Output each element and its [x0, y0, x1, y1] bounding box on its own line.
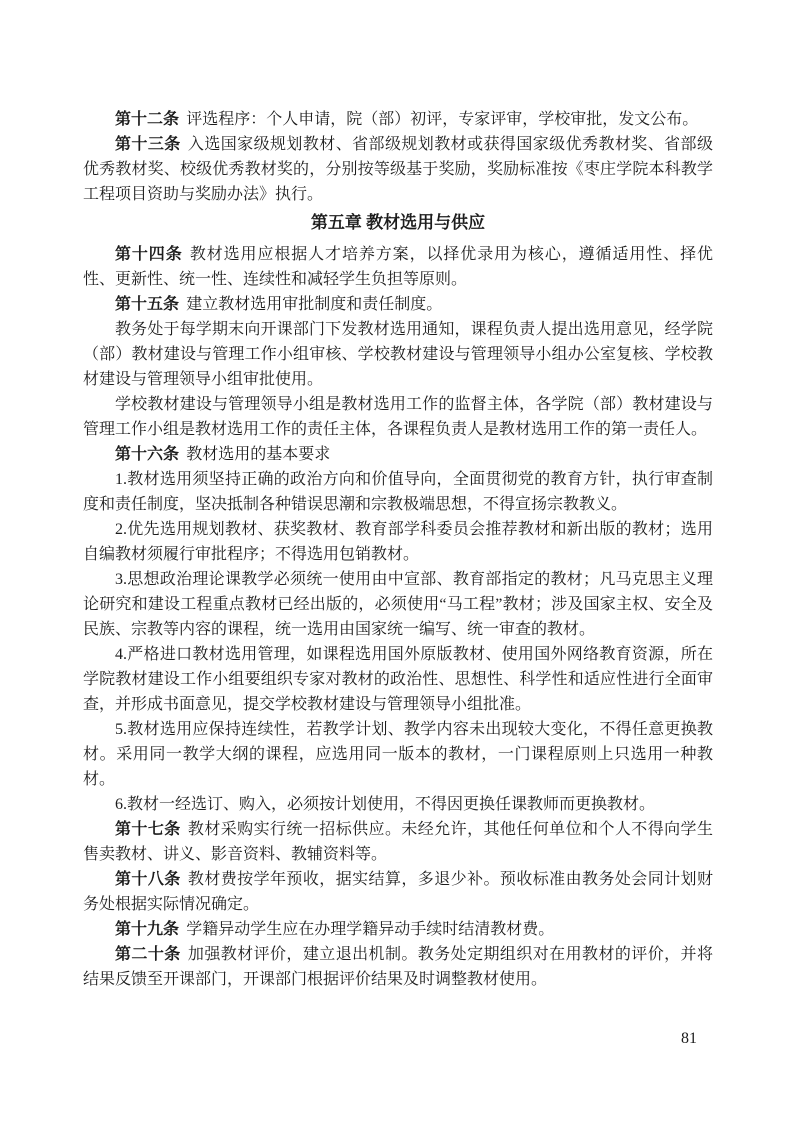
- article-paragraph: [83, 817, 713, 867]
- numbered-item: 3.思想政治理论课教学必须统一使用由中宣部、教育部指定的教材；凡马克思主义理论研究和建设工程重点教材已经出版的，必须使用“马工程”教材；涉及国家主权、安全及民族、宗教等内容的课程，统一选用由国家统一编写、统一审查的教材。: [83, 571, 713, 638]
- chapter-heading: 第五章 教材选用与供应: [310, 213, 486, 232]
- article-text: 评选程序：个人申请，院（部）初评，专家评审，学校审批，发文公布。: [186, 111, 699, 128]
- article-text: 教材采购实行统一招标供应。未经允许，其他任何单位和个人不得向学生售卖教材、讲义、影音资料、教辅资料等。: [83, 821, 713, 863]
- article-paragraph: [83, 132, 713, 207]
- numbered-item: 6.教材一经选订、购入，必须按计划使用，不得因更换任课教师而更换教材。: [115, 796, 656, 813]
- body-paragraph: 教务处于每学期末向开课部门下发教材选用通知，课程负责人提出选用意见，经学院（部）教材建设与管理工作小组审核、学校教材建设与管理领导小组办公室复核、学校教材建设与管理领导小组审批使用。: [83, 321, 713, 388]
- article-text: 加强教材评价，建立退出机制。教务处定期组织对在用教材的评价，并将结果反馈至开课部门，开课部门根据评价结果及时调整教材使用。: [83, 946, 713, 988]
- article-number: 第十八条: [115, 871, 181, 888]
- article-number: 第十二条: [115, 111, 180, 128]
- article-number: 第十五条: [115, 296, 180, 313]
- document-body: [83, 107, 713, 992]
- article-text: 建立教材选用审批制度和责任制度。: [186, 296, 443, 313]
- article-text: 教材费按学年预收，据实结算，多退少补。预收标准由教务处会同计划财务处根据实际情况确定。: [83, 871, 713, 913]
- article-number: 第十三条: [115, 136, 181, 153]
- article-text: 入选国家级规划教材、省部级规划教材或获得国家级优秀教材奖、省部级优秀教材奖、校级优秀教材奖的，分别按等级基于奖励，奖励标准按《枣庄学院本科教学工程项目资助与奖励办法》执行。: [83, 136, 713, 203]
- article-text: 教材选用应根据人才培养方案，以择优录用为核心，遵循适用性、择优性、更新性、统一性、连续性和减轻学生负担等原则。: [83, 246, 713, 288]
- article-number: 第十六条: [115, 446, 180, 463]
- article-paragraph: [83, 107, 713, 132]
- article-paragraph: [83, 917, 713, 942]
- article-paragraph: [83, 867, 713, 917]
- article-text: 教材选用的基本要求: [186, 446, 331, 463]
- numbered-item: 1.教材选用须坚持正确的政治方向和价值导向，全面贯彻党的教育方针，执行审查制度和责任制度，坚决抵制各种错误思潮和宗教极端思想，不得宣扬宗教教义。: [83, 471, 713, 513]
- numbered-item: 4.严格进口教材选用管理，如课程选用国外原版教材、使用国外网络教育资源，所在学院教材建设工作小组要组织专家对教材的政治性、思想性、科学性和适应性进行全面审查，并形成书面意见，提交学校教材建设与管理领导小组批准。: [83, 646, 713, 713]
- article-paragraph: [83, 292, 713, 317]
- article-number: 第二十条: [115, 946, 181, 963]
- article-number: 第十七条: [115, 821, 181, 838]
- article-text: 学籍异动学生应在办理学籍异动手续时结清教材费。: [186, 921, 555, 938]
- numbered-item: 2.优先选用规划教材、获奖教材、教育部学科委员会推荐教材和新出版的教材；选用自编教材须履行审批程序；不得选用包销教材。: [83, 521, 713, 563]
- article-paragraph: [83, 942, 713, 992]
- article-paragraph: [83, 242, 713, 292]
- numbered-item: 5.教材选用应保持连续性，若教学计划、教学内容未出现较大变化，不得任意更换教材。采用同一教学大纲的课程，应选用同一版本的教材，一门课程原则上只选用一种教材。: [83, 721, 713, 788]
- article-number: 第十四条: [115, 246, 183, 263]
- article-paragraph: [83, 442, 713, 467]
- article-number: 第十九条: [115, 921, 180, 938]
- body-paragraph: 学校教材建设与管理领导小组是教材选用工作的监督主体，各学院（部）教材建设与管理工作小组是教材选用工作的责任主体，各课程负责人是教材选用工作的第一责任人。: [83, 396, 713, 438]
- page-number: 81: [681, 1030, 697, 1047]
